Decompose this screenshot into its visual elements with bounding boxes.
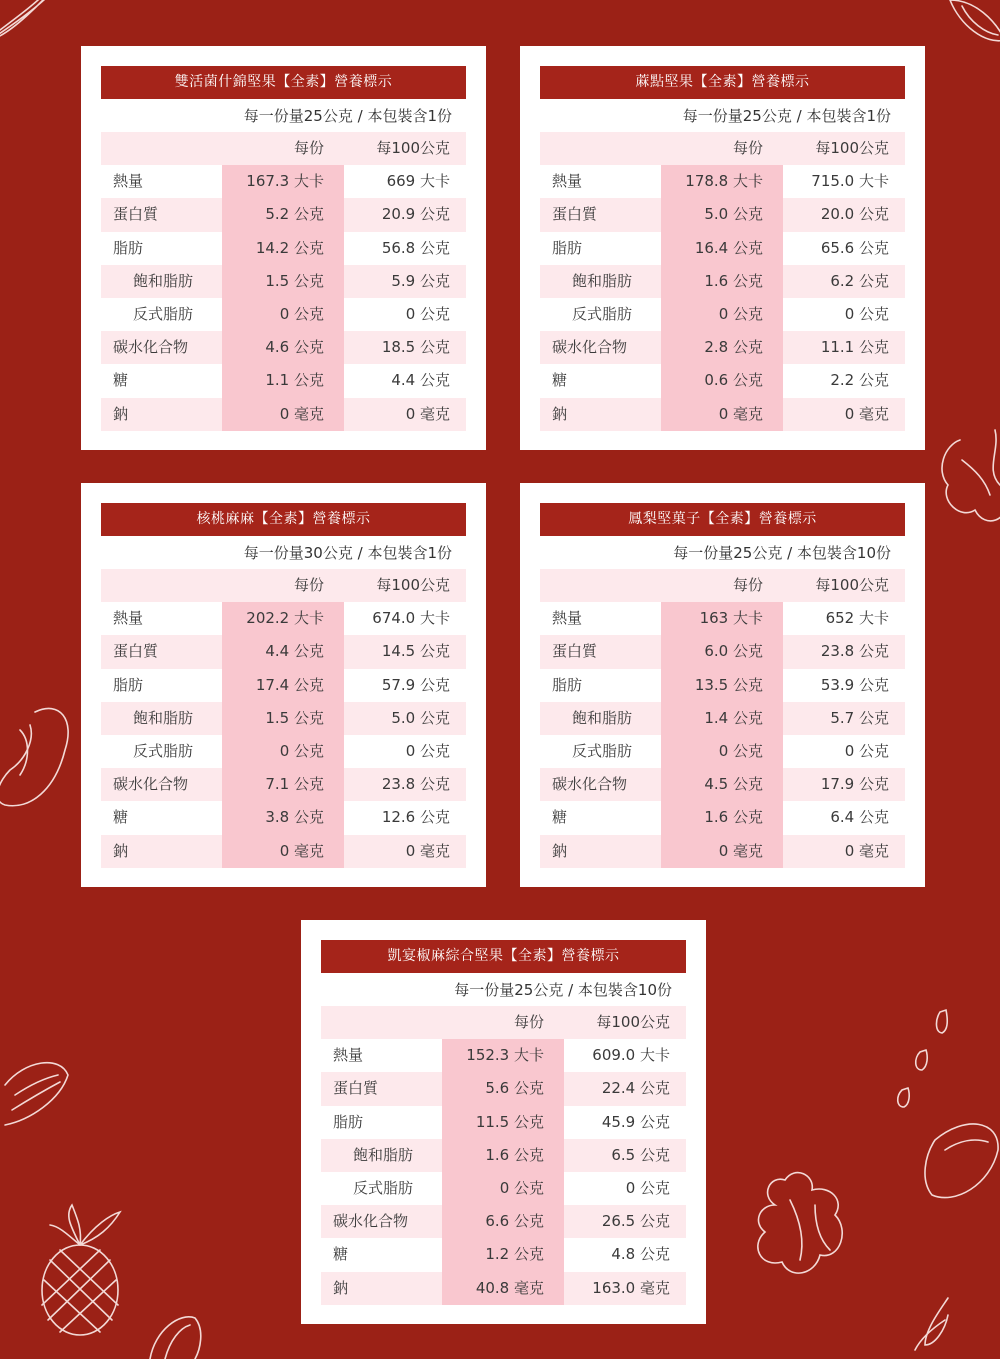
nutrient-label: 碳水化合物 bbox=[321, 1205, 442, 1238]
nutrition-table bbox=[540, 569, 905, 868]
almond-icon bbox=[5, 1063, 68, 1125]
per-serving-value: 0 毫克 bbox=[222, 398, 344, 431]
table-row bbox=[101, 364, 466, 397]
header-label-cell bbox=[321, 1006, 442, 1039]
per-100g-value: 4.4 公克 bbox=[344, 364, 466, 397]
per-serving-value: 11.5 公克 bbox=[442, 1106, 564, 1139]
nutrient-label: 鈉 bbox=[101, 398, 222, 431]
per-100g-value: 0 毫克 bbox=[344, 835, 466, 868]
nutrition-card bbox=[520, 483, 925, 887]
header-per-100g: 每100公克 bbox=[344, 569, 466, 602]
per-serving-value: 0 公克 bbox=[661, 735, 783, 768]
seeds-icon bbox=[898, 1010, 947, 1107]
nutrition-table bbox=[540, 132, 905, 431]
nutrient-label: 熱量 bbox=[101, 602, 222, 635]
per-serving-value: 6.6 公克 bbox=[442, 1205, 564, 1238]
serving-size: 每一份量25公克 / 本包裝含10份 bbox=[673, 544, 891, 562]
header-per-100g: 每100公克 bbox=[344, 132, 466, 165]
table-row bbox=[101, 298, 466, 331]
per-serving-value: 1.6 公克 bbox=[661, 801, 783, 834]
per-100g-value: 0 公克 bbox=[783, 735, 905, 768]
per-100g-value: 23.8 公克 bbox=[783, 635, 905, 668]
table-row bbox=[101, 835, 466, 868]
card-title: 鳳梨堅菓子【全素】營養標示 bbox=[540, 503, 905, 536]
per-100g-value: 53.9 公克 bbox=[783, 669, 905, 702]
per-serving-value: 14.2 公克 bbox=[222, 232, 344, 265]
nutrient-label: 反式脂肪 bbox=[101, 735, 222, 768]
per-100g-value: 6.4 公克 bbox=[783, 801, 905, 834]
per-serving-value: 5.2 公克 bbox=[222, 198, 344, 231]
table-row bbox=[101, 265, 466, 298]
nutrient-label: 鈉 bbox=[540, 835, 661, 868]
per-100g-value: 17.9 公克 bbox=[783, 768, 905, 801]
per-100g-value: 2.2 公克 bbox=[783, 364, 905, 397]
nutrition-card bbox=[81, 483, 486, 887]
table-row bbox=[101, 198, 466, 231]
nutrient-label: 反式脂肪 bbox=[321, 1172, 442, 1205]
per-100g-value: 0 公克 bbox=[783, 298, 905, 331]
nutrient-label: 反式脂肪 bbox=[540, 298, 661, 331]
table-header bbox=[540, 569, 905, 602]
serving-size: 每一份量25公克 / 本包裝含10份 bbox=[454, 981, 672, 999]
per-serving-value: 0 毫克 bbox=[222, 835, 344, 868]
per-serving-value: 0 毫克 bbox=[661, 398, 783, 431]
nutrient-label: 飽和脂肪 bbox=[540, 702, 661, 735]
nutrient-label: 蛋白質 bbox=[101, 198, 222, 231]
pineapple-icon bbox=[42, 1205, 120, 1335]
per-100g-value: 18.5 公克 bbox=[344, 331, 466, 364]
per-serving-value: 1.5 公克 bbox=[222, 265, 344, 298]
almond-icon bbox=[0, 0, 60, 40]
table-row bbox=[540, 331, 905, 364]
nutrient-label: 反式脂肪 bbox=[101, 298, 222, 331]
nutrition-card bbox=[81, 46, 486, 450]
nutrient-label: 反式脂肪 bbox=[540, 735, 661, 768]
table-row bbox=[101, 768, 466, 801]
table-row bbox=[321, 1272, 686, 1305]
card-title: 雙活菌什錦堅果【全素】營養標示 bbox=[101, 66, 466, 99]
nutrient-label: 飽和脂肪 bbox=[101, 702, 222, 735]
per-100g-value: 5.9 公克 bbox=[344, 265, 466, 298]
per-serving-value: 0 公克 bbox=[661, 298, 783, 331]
serving-size: 每一份量25公克 / 本包裝含1份 bbox=[243, 107, 452, 125]
nutrient-label: 糖 bbox=[540, 801, 661, 834]
nutrient-label: 熱量 bbox=[540, 602, 661, 635]
table-row bbox=[540, 232, 905, 265]
nutrition-card bbox=[520, 46, 925, 450]
per-100g-value: 0 公克 bbox=[344, 735, 466, 768]
table-row bbox=[321, 1072, 686, 1105]
header-label-cell bbox=[540, 132, 661, 165]
per-serving-value: 4.4 公克 bbox=[222, 635, 344, 668]
table-header bbox=[540, 132, 905, 165]
per-100g-value: 65.6 公克 bbox=[783, 232, 905, 265]
per-100g-value: 12.6 公克 bbox=[344, 801, 466, 834]
per-serving-value: 0 公克 bbox=[442, 1172, 564, 1205]
per-serving-value: 167.3 大卡 bbox=[222, 165, 344, 198]
nutrient-label: 鈉 bbox=[540, 398, 661, 431]
card-title: 凱宴椒麻綜合堅果【全素】營養標示 bbox=[321, 940, 686, 973]
nutrient-label: 飽和脂肪 bbox=[540, 265, 661, 298]
per-serving-value: 7.1 公克 bbox=[222, 768, 344, 801]
per-100g-value: 20.9 公克 bbox=[344, 198, 466, 231]
per-100g-value: 0 毫克 bbox=[783, 835, 905, 868]
per-serving-value: 1.6 公克 bbox=[661, 265, 783, 298]
table-row bbox=[321, 1238, 686, 1271]
per-serving-value: 3.8 公克 bbox=[222, 801, 344, 834]
header-per-serving: 每份 bbox=[661, 132, 783, 165]
per-100g-value: 20.0 公克 bbox=[783, 198, 905, 231]
table-row bbox=[540, 801, 905, 834]
table-row bbox=[321, 1172, 686, 1205]
nutrient-label: 糖 bbox=[321, 1238, 442, 1271]
table-row bbox=[101, 801, 466, 834]
header-label-cell bbox=[540, 569, 661, 602]
table-row bbox=[540, 835, 905, 868]
per-serving-value: 1.1 公克 bbox=[222, 364, 344, 397]
table-row bbox=[540, 768, 905, 801]
nutrition-card bbox=[301, 920, 706, 1324]
per-serving-value: 4.5 公克 bbox=[661, 768, 783, 801]
serving-size: 每一份量25公克 / 本包裝含1份 bbox=[682, 107, 891, 125]
walnut-icon bbox=[758, 1173, 842, 1274]
nutrient-label: 糖 bbox=[101, 364, 222, 397]
table-row bbox=[540, 398, 905, 431]
table-header bbox=[101, 132, 466, 165]
per-serving-value: 1.5 公克 bbox=[222, 702, 344, 735]
nutrient-label: 熱量 bbox=[540, 165, 661, 198]
nutrient-label: 碳水化合物 bbox=[540, 331, 661, 364]
per-serving-value: 152.3 大卡 bbox=[442, 1039, 564, 1072]
nutrient-label: 碳水化合物 bbox=[101, 331, 222, 364]
table-row bbox=[101, 702, 466, 735]
nutrient-label: 蛋白質 bbox=[540, 635, 661, 668]
walnut-icon bbox=[942, 430, 1000, 521]
leaf-icon bbox=[915, 1298, 948, 1350]
table-row bbox=[540, 635, 905, 668]
per-100g-value: 674.0 大卡 bbox=[344, 602, 466, 635]
header-label-cell bbox=[101, 132, 222, 165]
nutrition-table bbox=[101, 132, 466, 431]
nutrient-label: 脂肪 bbox=[101, 669, 222, 702]
per-serving-value: 1.4 公克 bbox=[661, 702, 783, 735]
table-row bbox=[321, 1205, 686, 1238]
nutrient-label: 飽和脂肪 bbox=[101, 265, 222, 298]
per-100g-value: 0 毫克 bbox=[344, 398, 466, 431]
per-serving-value: 4.6 公克 bbox=[222, 331, 344, 364]
per-100g-value: 609.0 大卡 bbox=[564, 1039, 686, 1072]
nutrition-table bbox=[321, 1006, 686, 1305]
table-row bbox=[101, 669, 466, 702]
table-row bbox=[540, 364, 905, 397]
per-100g-value: 4.8 公克 bbox=[564, 1238, 686, 1271]
pistachio-icon bbox=[150, 1317, 201, 1359]
per-100g-value: 14.5 公克 bbox=[344, 635, 466, 668]
per-100g-value: 0 公克 bbox=[564, 1172, 686, 1205]
nutrient-label: 脂肪 bbox=[101, 232, 222, 265]
table-row bbox=[101, 635, 466, 668]
nutrient-label: 脂肪 bbox=[540, 232, 661, 265]
per-100g-value: 6.5 公克 bbox=[564, 1139, 686, 1172]
header-per-100g: 每100公克 bbox=[783, 132, 905, 165]
table-row bbox=[101, 331, 466, 364]
table-row bbox=[540, 165, 905, 198]
per-100g-value: 652 大卡 bbox=[783, 602, 905, 635]
per-serving-value: 0 公克 bbox=[222, 298, 344, 331]
per-100g-value: 5.7 公克 bbox=[783, 702, 905, 735]
table-row bbox=[540, 669, 905, 702]
per-100g-value: 56.8 公克 bbox=[344, 232, 466, 265]
nutrient-label: 蛋白質 bbox=[101, 635, 222, 668]
per-100g-value: 26.5 公克 bbox=[564, 1205, 686, 1238]
per-serving-value: 6.0 公克 bbox=[661, 635, 783, 668]
per-serving-value: 0.6 公克 bbox=[661, 364, 783, 397]
table-row bbox=[540, 298, 905, 331]
serving-size: 每一份量30公克 / 本包裝含1份 bbox=[243, 544, 452, 562]
nutrient-label: 鈉 bbox=[321, 1272, 442, 1305]
per-100g-value: 5.0 公克 bbox=[344, 702, 466, 735]
per-100g-value: 23.8 公克 bbox=[344, 768, 466, 801]
table-row bbox=[540, 602, 905, 635]
per-serving-value: 5.0 公克 bbox=[661, 198, 783, 231]
header-per-serving: 每份 bbox=[222, 132, 344, 165]
nutrient-label: 飽和脂肪 bbox=[321, 1139, 442, 1172]
table-row bbox=[321, 1039, 686, 1072]
per-serving-value: 202.2 大卡 bbox=[222, 602, 344, 635]
nutrient-label: 蛋白質 bbox=[321, 1072, 442, 1105]
table-row bbox=[321, 1139, 686, 1172]
per-100g-value: 45.9 公克 bbox=[564, 1106, 686, 1139]
nutrient-label: 碳水化合物 bbox=[540, 768, 661, 801]
per-serving-value: 1.2 公克 bbox=[442, 1238, 564, 1271]
cashew-icon bbox=[0, 708, 68, 805]
table-row bbox=[101, 398, 466, 431]
nutrient-label: 糖 bbox=[101, 801, 222, 834]
per-100g-value: 669 大卡 bbox=[344, 165, 466, 198]
nutrient-label: 脂肪 bbox=[321, 1106, 442, 1139]
almond-icon bbox=[925, 1124, 998, 1198]
nutrient-label: 熱量 bbox=[101, 165, 222, 198]
per-serving-value: 13.5 公克 bbox=[661, 669, 783, 702]
table-header bbox=[321, 1006, 686, 1039]
table-row bbox=[540, 265, 905, 298]
per-serving-value: 16.4 公克 bbox=[661, 232, 783, 265]
per-serving-value: 0 公克 bbox=[222, 735, 344, 768]
per-100g-value: 163.0 毫克 bbox=[564, 1272, 686, 1305]
per-serving-value: 163 大卡 bbox=[661, 602, 783, 635]
header-per-serving: 每份 bbox=[442, 1006, 564, 1039]
per-100g-value: 0 毫克 bbox=[783, 398, 905, 431]
table-row bbox=[540, 735, 905, 768]
per-serving-value: 5.6 公克 bbox=[442, 1072, 564, 1105]
per-100g-value: 715.0 大卡 bbox=[783, 165, 905, 198]
table-row bbox=[540, 198, 905, 231]
nutrition-table bbox=[101, 569, 466, 868]
header-per-100g: 每100公克 bbox=[564, 1006, 686, 1039]
per-100g-value: 0 公克 bbox=[344, 298, 466, 331]
table-row bbox=[540, 702, 905, 735]
header-label-cell bbox=[101, 569, 222, 602]
nutrient-label: 糖 bbox=[540, 364, 661, 397]
per-serving-value: 178.8 大卡 bbox=[661, 165, 783, 198]
header-per-serving: 每份 bbox=[222, 569, 344, 602]
per-serving-value: 40.8 毫克 bbox=[442, 1272, 564, 1305]
table-row bbox=[321, 1106, 686, 1139]
per-100g-value: 57.9 公克 bbox=[344, 669, 466, 702]
almond-icon bbox=[950, 0, 1000, 41]
table-row bbox=[101, 165, 466, 198]
card-title: 蔴點堅果【全素】營養標示 bbox=[540, 66, 905, 99]
table-row bbox=[101, 232, 466, 265]
table-row bbox=[101, 602, 466, 635]
per-serving-value: 17.4 公克 bbox=[222, 669, 344, 702]
nutrient-label: 碳水化合物 bbox=[101, 768, 222, 801]
card-title: 核桃麻麻【全素】營養標示 bbox=[101, 503, 466, 536]
table-header bbox=[101, 569, 466, 602]
nutrient-label: 蛋白質 bbox=[540, 198, 661, 231]
per-100g-value: 22.4 公克 bbox=[564, 1072, 686, 1105]
header-per-100g: 每100公克 bbox=[783, 569, 905, 602]
per-100g-value: 6.2 公克 bbox=[783, 265, 905, 298]
table-row bbox=[101, 735, 466, 768]
per-serving-value: 0 毫克 bbox=[661, 835, 783, 868]
nutrient-label: 熱量 bbox=[321, 1039, 442, 1072]
header-per-serving: 每份 bbox=[661, 569, 783, 602]
nutrient-label: 鈉 bbox=[101, 835, 222, 868]
nutrient-label: 脂肪 bbox=[540, 669, 661, 702]
per-serving-value: 2.8 公克 bbox=[661, 331, 783, 364]
per-serving-value: 1.6 公克 bbox=[442, 1139, 564, 1172]
per-100g-value: 11.1 公克 bbox=[783, 331, 905, 364]
